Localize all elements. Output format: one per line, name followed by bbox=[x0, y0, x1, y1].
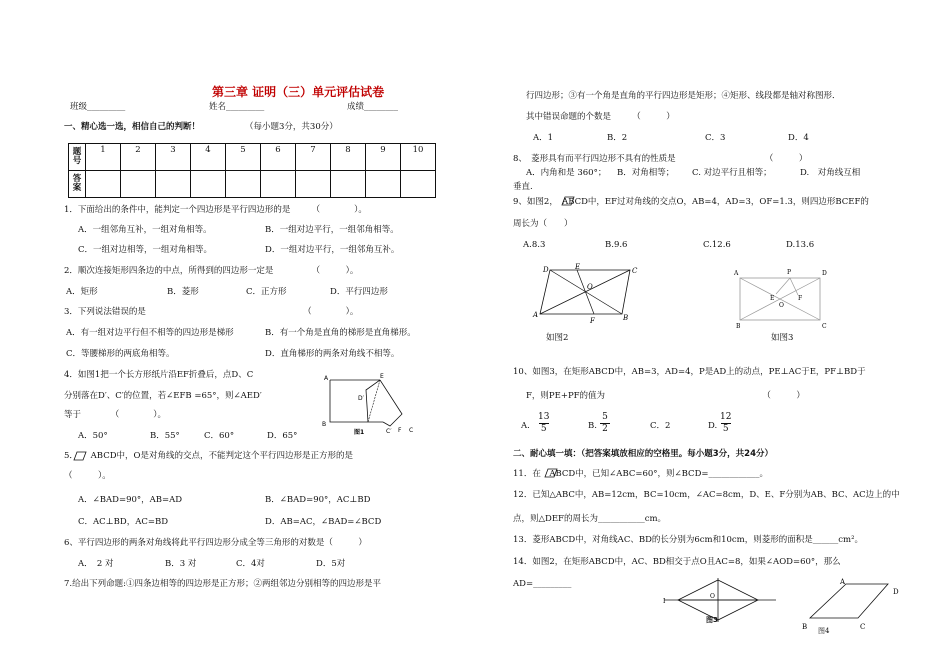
fig-rhombus-label-o: O bbox=[710, 593, 715, 600]
q1-option-a: A．一组邻角互补，一组对角相等。 bbox=[78, 225, 212, 235]
q9-option-d: D.13.6 bbox=[786, 240, 815, 250]
table-row-answers bbox=[69, 171, 436, 198]
q2-option-c: C．正方形 bbox=[246, 287, 287, 297]
question-12-line1: 12．已知△ABC中，AB=12cm，BC=10cm，∠AC=8cm，D、E、F分别为AB、BC、AC边上的中 bbox=[513, 490, 900, 500]
fig3-label-o: O bbox=[779, 302, 784, 309]
question-1: 1．下面给出的条件中，能判定一个四边形是平行四边形的是 （ ）。 bbox=[64, 205, 367, 215]
fig4-label-b: B bbox=[802, 623, 808, 631]
fig1-label-a: A bbox=[324, 375, 329, 382]
parallelogram-icon bbox=[73, 451, 87, 461]
fig2-label-b: B bbox=[623, 314, 629, 322]
fig4-label-d: D bbox=[893, 588, 899, 596]
q8-option-d: D. 对角线互相 bbox=[800, 168, 861, 178]
question-4-line3: 等于 （ ）。 bbox=[64, 410, 167, 420]
fig2-label-a: A bbox=[533, 311, 539, 319]
q8-option-c: C. 对边平行且相等； bbox=[692, 168, 772, 178]
fig4-label-c: C bbox=[860, 623, 866, 631]
fig1-label-c: C bbox=[409, 427, 414, 434]
question-10-line2: F，则PE+PF的值为 （ ） bbox=[526, 391, 805, 401]
q4-option-d: D．65° bbox=[267, 431, 298, 441]
q6-option-c: C．4对 bbox=[236, 559, 265, 569]
q10-b-numerator: 5 bbox=[602, 412, 608, 422]
table-cell-number: 6 bbox=[261, 144, 296, 171]
section2-title: 二、耐心填一填：（把答案填放相应的空格里。每小题3分，共24分） bbox=[513, 449, 773, 459]
q2-option-b: B．菱形 bbox=[167, 287, 199, 297]
question-4-line1: 4．如图1把一个长方形纸片沿EF折叠后，点D、C bbox=[64, 370, 254, 380]
table-cell-number: 9 bbox=[366, 144, 401, 171]
question-8: 8、 菱形具有而平行四边形不具有的性质是 （ ） bbox=[513, 154, 808, 164]
answer-cell[interactable] bbox=[261, 171, 296, 198]
q5-option-d: D．AB=AC，∠BAD=∠BCD bbox=[265, 517, 382, 527]
fig2-label-f: F bbox=[590, 317, 595, 325]
q3-option-a: A．有一组对边平行但不相等的四边形是梯形 bbox=[66, 328, 234, 338]
figure-2 bbox=[532, 262, 642, 326]
q2-option-d: D．平行四边形 bbox=[330, 287, 388, 297]
parallelogram-icon bbox=[561, 196, 575, 206]
q10-option-d-fraction bbox=[720, 413, 731, 434]
q9-option-b: B.9.6 bbox=[605, 240, 628, 250]
figure-3 bbox=[732, 266, 832, 330]
figure-2-caption: 如图2 bbox=[546, 333, 569, 343]
q6-option-d: D．5对 bbox=[316, 559, 346, 569]
page-title: 第三章 证明（三）单元评估试卷 bbox=[212, 85, 385, 99]
table-cell-number: 2 bbox=[121, 144, 156, 171]
fig3-label-f: F bbox=[798, 295, 803, 302]
question-3: 3．下列说法错误的是 （ ）。 bbox=[64, 307, 359, 317]
fig3-label-b: B bbox=[736, 323, 741, 330]
question-9-line1: 9、如图2， ABCD中，EF过对角线的交点O，AB=4，AD=3，OF=1.3，则四边形BCEF的 bbox=[513, 197, 869, 207]
question-13: 13．菱形ABCD中，对角线AC、BD的长分别为6cm和10cm，则菱形的面积是______cm²。 bbox=[513, 535, 863, 545]
fig2-label-e: E bbox=[575, 263, 581, 271]
score-field-label: 成绩________ bbox=[347, 102, 399, 112]
q10-option-a-fraction bbox=[538, 413, 549, 434]
q3-option-b: B．有一个角是直角的梯形是直角梯形。 bbox=[265, 328, 416, 338]
q4-option-c: C．60° bbox=[204, 431, 235, 441]
answer-cell[interactable] bbox=[331, 171, 366, 198]
table-cell-number: 7 bbox=[296, 144, 331, 171]
question-10-line1: 10、如图3，在矩形ABCD中，AB=3，AD=4，P是AD上的动点，PE⊥AC于E，PF⊥BD于 bbox=[513, 367, 866, 377]
table-cell-number: 5 bbox=[226, 144, 261, 171]
name-field-label: 姓名_________ bbox=[209, 102, 265, 112]
fig3-label-d: D bbox=[822, 270, 827, 277]
q1-option-d: D．一组对边平行，一组邻角互补。 bbox=[265, 245, 400, 255]
q7-option-b: B．2 bbox=[607, 133, 628, 143]
question-4-line2: 分别落在D′、C′的位置，若∠EFB =65°，则∠AED′ bbox=[64, 391, 262, 401]
question-7-line1: 7.给出下列命题:①四条边相等的四边形是正方形；②两组邻边分别相等的四边形是平 bbox=[64, 579, 381, 589]
q10-option-d-label: D. bbox=[708, 421, 718, 431]
q10-option-b-label: B. bbox=[588, 421, 597, 431]
q8-option-a: A．内角和是 360°； bbox=[526, 168, 607, 178]
q8-option-d-cont: 垂直. bbox=[513, 182, 533, 192]
q6-option-a: A． 2 对 bbox=[78, 559, 114, 569]
figure-4-caption: 图4 bbox=[818, 627, 830, 635]
table-cell-number: 4 bbox=[191, 144, 226, 171]
table-header-answer: 答 案 bbox=[69, 171, 86, 198]
question-2: 2．顺次连接矩形四条边的中点，所得到的四边形一定是 （ ）。 bbox=[64, 266, 359, 276]
question-5-line1: 5． ABCD中，O是对角线的交点，不能判定这个平行四边形是正方形的是 bbox=[64, 451, 353, 461]
answer-cell[interactable] bbox=[86, 171, 121, 198]
figure-1 bbox=[318, 370, 418, 436]
q5-option-a: A．∠BAD=90°，AB=AD bbox=[78, 495, 183, 505]
fig3-label-e: E bbox=[770, 295, 775, 302]
fig1-caption: 图1 bbox=[354, 429, 365, 436]
fig-rhombus-label-i: I bbox=[663, 598, 666, 605]
q7-option-a: A．1 bbox=[533, 133, 554, 143]
question-7-line3: 其中错误命题的个数是 （ ） bbox=[526, 112, 675, 122]
figure-4 bbox=[796, 578, 906, 638]
question-9-line2: 周长为（ ） bbox=[513, 219, 573, 229]
q10-d-numerator: 12 bbox=[720, 412, 732, 422]
fig1-label-c1: C′ bbox=[386, 428, 392, 435]
answer-cell[interactable] bbox=[156, 171, 191, 198]
fig2-label-d: D bbox=[543, 266, 549, 274]
fig4-label-a: A bbox=[840, 578, 846, 586]
section1-title: 一、精心选一选，相信自己的判断！ bbox=[64, 122, 201, 132]
question-11: 11．在 ABCD中，已知∠ABC=60°，则∠BCD=____________。 bbox=[513, 469, 769, 479]
table-cell-number: 3 bbox=[156, 144, 191, 171]
q8-option-b: B．对角相等； bbox=[617, 168, 675, 178]
figure-3-caption: 如图3 bbox=[771, 333, 794, 343]
q5-option-c: C．AC⊥BD，AC=BD bbox=[78, 517, 169, 527]
q3-option-c: C．等腰梯形的两底角相等。 bbox=[66, 349, 175, 359]
fig3-label-a: A bbox=[734, 270, 739, 277]
q1-option-b: B．一组对边平行，一组邻角相等。 bbox=[265, 225, 399, 235]
q10-option-b-fraction bbox=[600, 413, 610, 434]
q9-option-c: C.12.6 bbox=[703, 240, 731, 250]
answer-cell[interactable] bbox=[401, 171, 436, 198]
q7-option-d: D．4 bbox=[788, 133, 809, 143]
q10-option-c: C．2 bbox=[650, 421, 671, 431]
table-row-numbers bbox=[69, 144, 436, 171]
q9-option-a: A.8.3 bbox=[523, 240, 546, 250]
figure-rhombus bbox=[658, 576, 780, 626]
q6-option-b: B．3 对 bbox=[165, 559, 197, 569]
figure-rhombus-caption: 图3 bbox=[706, 616, 718, 624]
q2-option-a: A．矩形 bbox=[66, 287, 98, 297]
question-5-line2: （ ）。 bbox=[64, 471, 111, 481]
answer-cell[interactable] bbox=[121, 171, 156, 198]
fig3-label-c: C bbox=[822, 323, 827, 330]
q7-option-c: C．3 bbox=[705, 133, 726, 143]
class-field-label: 班级_________ bbox=[70, 102, 126, 112]
table-cell-number: 8 bbox=[331, 144, 366, 171]
parallelogram-icon bbox=[544, 468, 558, 478]
answer-cell[interactable] bbox=[296, 171, 331, 198]
table-cell-number: 10 bbox=[401, 144, 436, 171]
fig1-label-f: F bbox=[398, 427, 402, 434]
q10-a-numerator: 13 bbox=[538, 412, 550, 422]
q3-option-d: D．直角梯形的两条对角线不相等。 bbox=[265, 349, 400, 359]
q10-a-denominator: 5 bbox=[540, 424, 547, 434]
table-cell-number: 1 bbox=[86, 144, 121, 171]
fig1-label-e: E bbox=[380, 373, 384, 380]
q1-option-c: C．一组对边相等，一组对角相等。 bbox=[78, 245, 213, 255]
answer-cell[interactable] bbox=[226, 171, 261, 198]
question-12-line2: 点，则△DEF的周长为___________cm。 bbox=[513, 514, 667, 524]
question-7-line2: 行四边形；③有一个角是直角的平行四边形是矩形；④矩形、线段都是轴对称图形． bbox=[526, 91, 841, 101]
q4-option-a: A．50° bbox=[78, 431, 108, 441]
fig2-label-o: O bbox=[587, 283, 593, 291]
fig1-label-d1: D′ bbox=[358, 395, 364, 402]
q4-option-b: B．55° bbox=[150, 431, 180, 441]
answer-cell[interactable] bbox=[366, 171, 401, 198]
answer-table bbox=[68, 143, 436, 198]
section1-note: （每小题3分，共30分） bbox=[245, 122, 338, 132]
question-14-line2: AD=_________ bbox=[513, 579, 572, 589]
q10-option-a-label: A. bbox=[521, 421, 530, 431]
q10-b-denominator: 2 bbox=[602, 424, 608, 434]
answer-cell[interactable] bbox=[191, 171, 226, 198]
table-header-number: 题 号 bbox=[69, 144, 86, 171]
question-6: 6、平行四边形的两条对角线将此平行四边形分成全等三角形的对数是（ ） bbox=[64, 538, 367, 548]
q5-option-b: B．∠BAD=90°，AC⊥BD bbox=[265, 495, 371, 505]
fig2-label-c: C bbox=[632, 267, 638, 275]
question-14-line1: 14．如图2，在矩形ABCD中，AC、BD相交于点O且AC=8，如果∠AOD=60°，那么 bbox=[513, 557, 841, 567]
fig1-label-b: B bbox=[322, 421, 327, 428]
fig3-label-p: P bbox=[787, 269, 792, 276]
q10-d-denominator: 5 bbox=[722, 424, 729, 434]
